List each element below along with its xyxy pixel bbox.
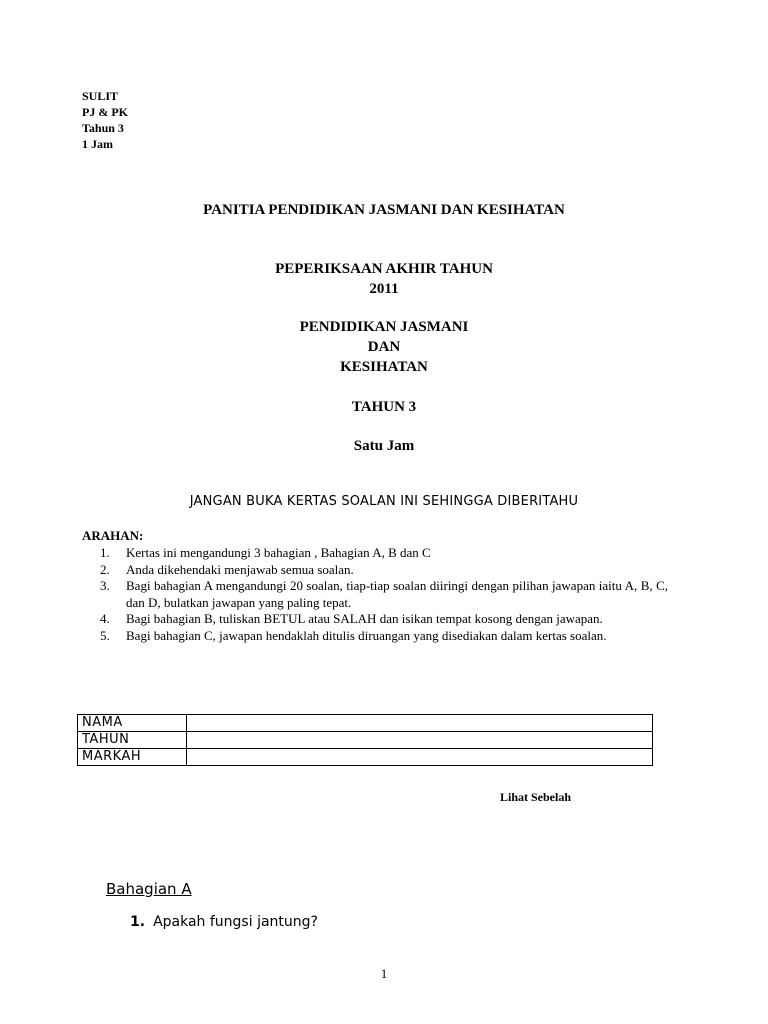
header-duration: 1 Jam bbox=[82, 137, 113, 151]
header-block bbox=[82, 88, 128, 152]
grade-title: TAHUN 3 bbox=[351, 399, 417, 415]
exam-title: PEPERIKSAAN AKHIR TAHUN bbox=[275, 261, 493, 277]
header-sulit: SULIT bbox=[82, 89, 119, 103]
section-title: Bahagian A bbox=[106, 880, 192, 898]
table-row bbox=[78, 715, 653, 732]
question-number: 1. bbox=[130, 914, 146, 930]
lihat-sebelah-text: Lihat Sebelah bbox=[500, 790, 572, 804]
duration-title: Satu Jam bbox=[353, 438, 415, 454]
instruction-item: 4. Bagi bahagian B, tuliskan BETUL atau SALAH dan isikan tempat kosong dengan jawapan. bbox=[100, 611, 603, 626]
subject-line-2: DAN bbox=[367, 339, 401, 355]
table-row bbox=[78, 732, 653, 749]
question-text: Apakah fungsi jantung? bbox=[153, 914, 318, 930]
exam-year: 2011 bbox=[369, 281, 399, 297]
student-info-table bbox=[77, 714, 653, 766]
instruction-item: 5. Bagi bahagian C, jawapan hendaklah ditulis diruangan yang disediakan dalam kertas soalan. bbox=[100, 627, 607, 643]
instruction-item: 1. Kertas ini mengandungi 3 bahagian , Bahagian A, B dan C bbox=[100, 545, 431, 560]
instruction-item: 3. Bagi bahagian A mengandungi 20 soalan, tiap-tiap soalan diiringi dengan pilihan jawapan iaitu A, B, C, dan D, bulatkan jawapan yang paling tepat. bbox=[100, 578, 668, 610]
header-grade: Tahun 3 bbox=[82, 121, 124, 135]
markah-field[interactable] bbox=[187, 749, 653, 766]
page-number: 1 bbox=[380, 966, 388, 981]
tahun-field[interactable] bbox=[187, 732, 653, 749]
nama-label: NAMA bbox=[78, 715, 187, 732]
subject-line-1: PENDIDIKAN JASMANI bbox=[299, 319, 469, 335]
instruction-item: 2. Anda dikehendaki menjawab semua soalan. bbox=[100, 561, 354, 577]
panitia-title: PANITIA PENDIDIKAN JASMANI DAN KESIHATAN bbox=[203, 202, 565, 218]
tahun-label: TAHUN bbox=[78, 732, 187, 749]
markah-label: MARKAH bbox=[78, 749, 187, 766]
nama-field[interactable] bbox=[187, 715, 653, 732]
question-1 bbox=[130, 914, 318, 930]
arahan-title: ARAHAN: bbox=[82, 528, 144, 543]
table-row bbox=[78, 749, 653, 766]
instruction-list bbox=[82, 545, 668, 644]
subject-line-3: KESIHATAN bbox=[340, 359, 428, 375]
warning-text: JANGAN BUKA KERTAS SOALAN INI SEHINGGA DIBERITAHU bbox=[189, 494, 579, 509]
header-subject: PJ & PK bbox=[82, 105, 128, 119]
